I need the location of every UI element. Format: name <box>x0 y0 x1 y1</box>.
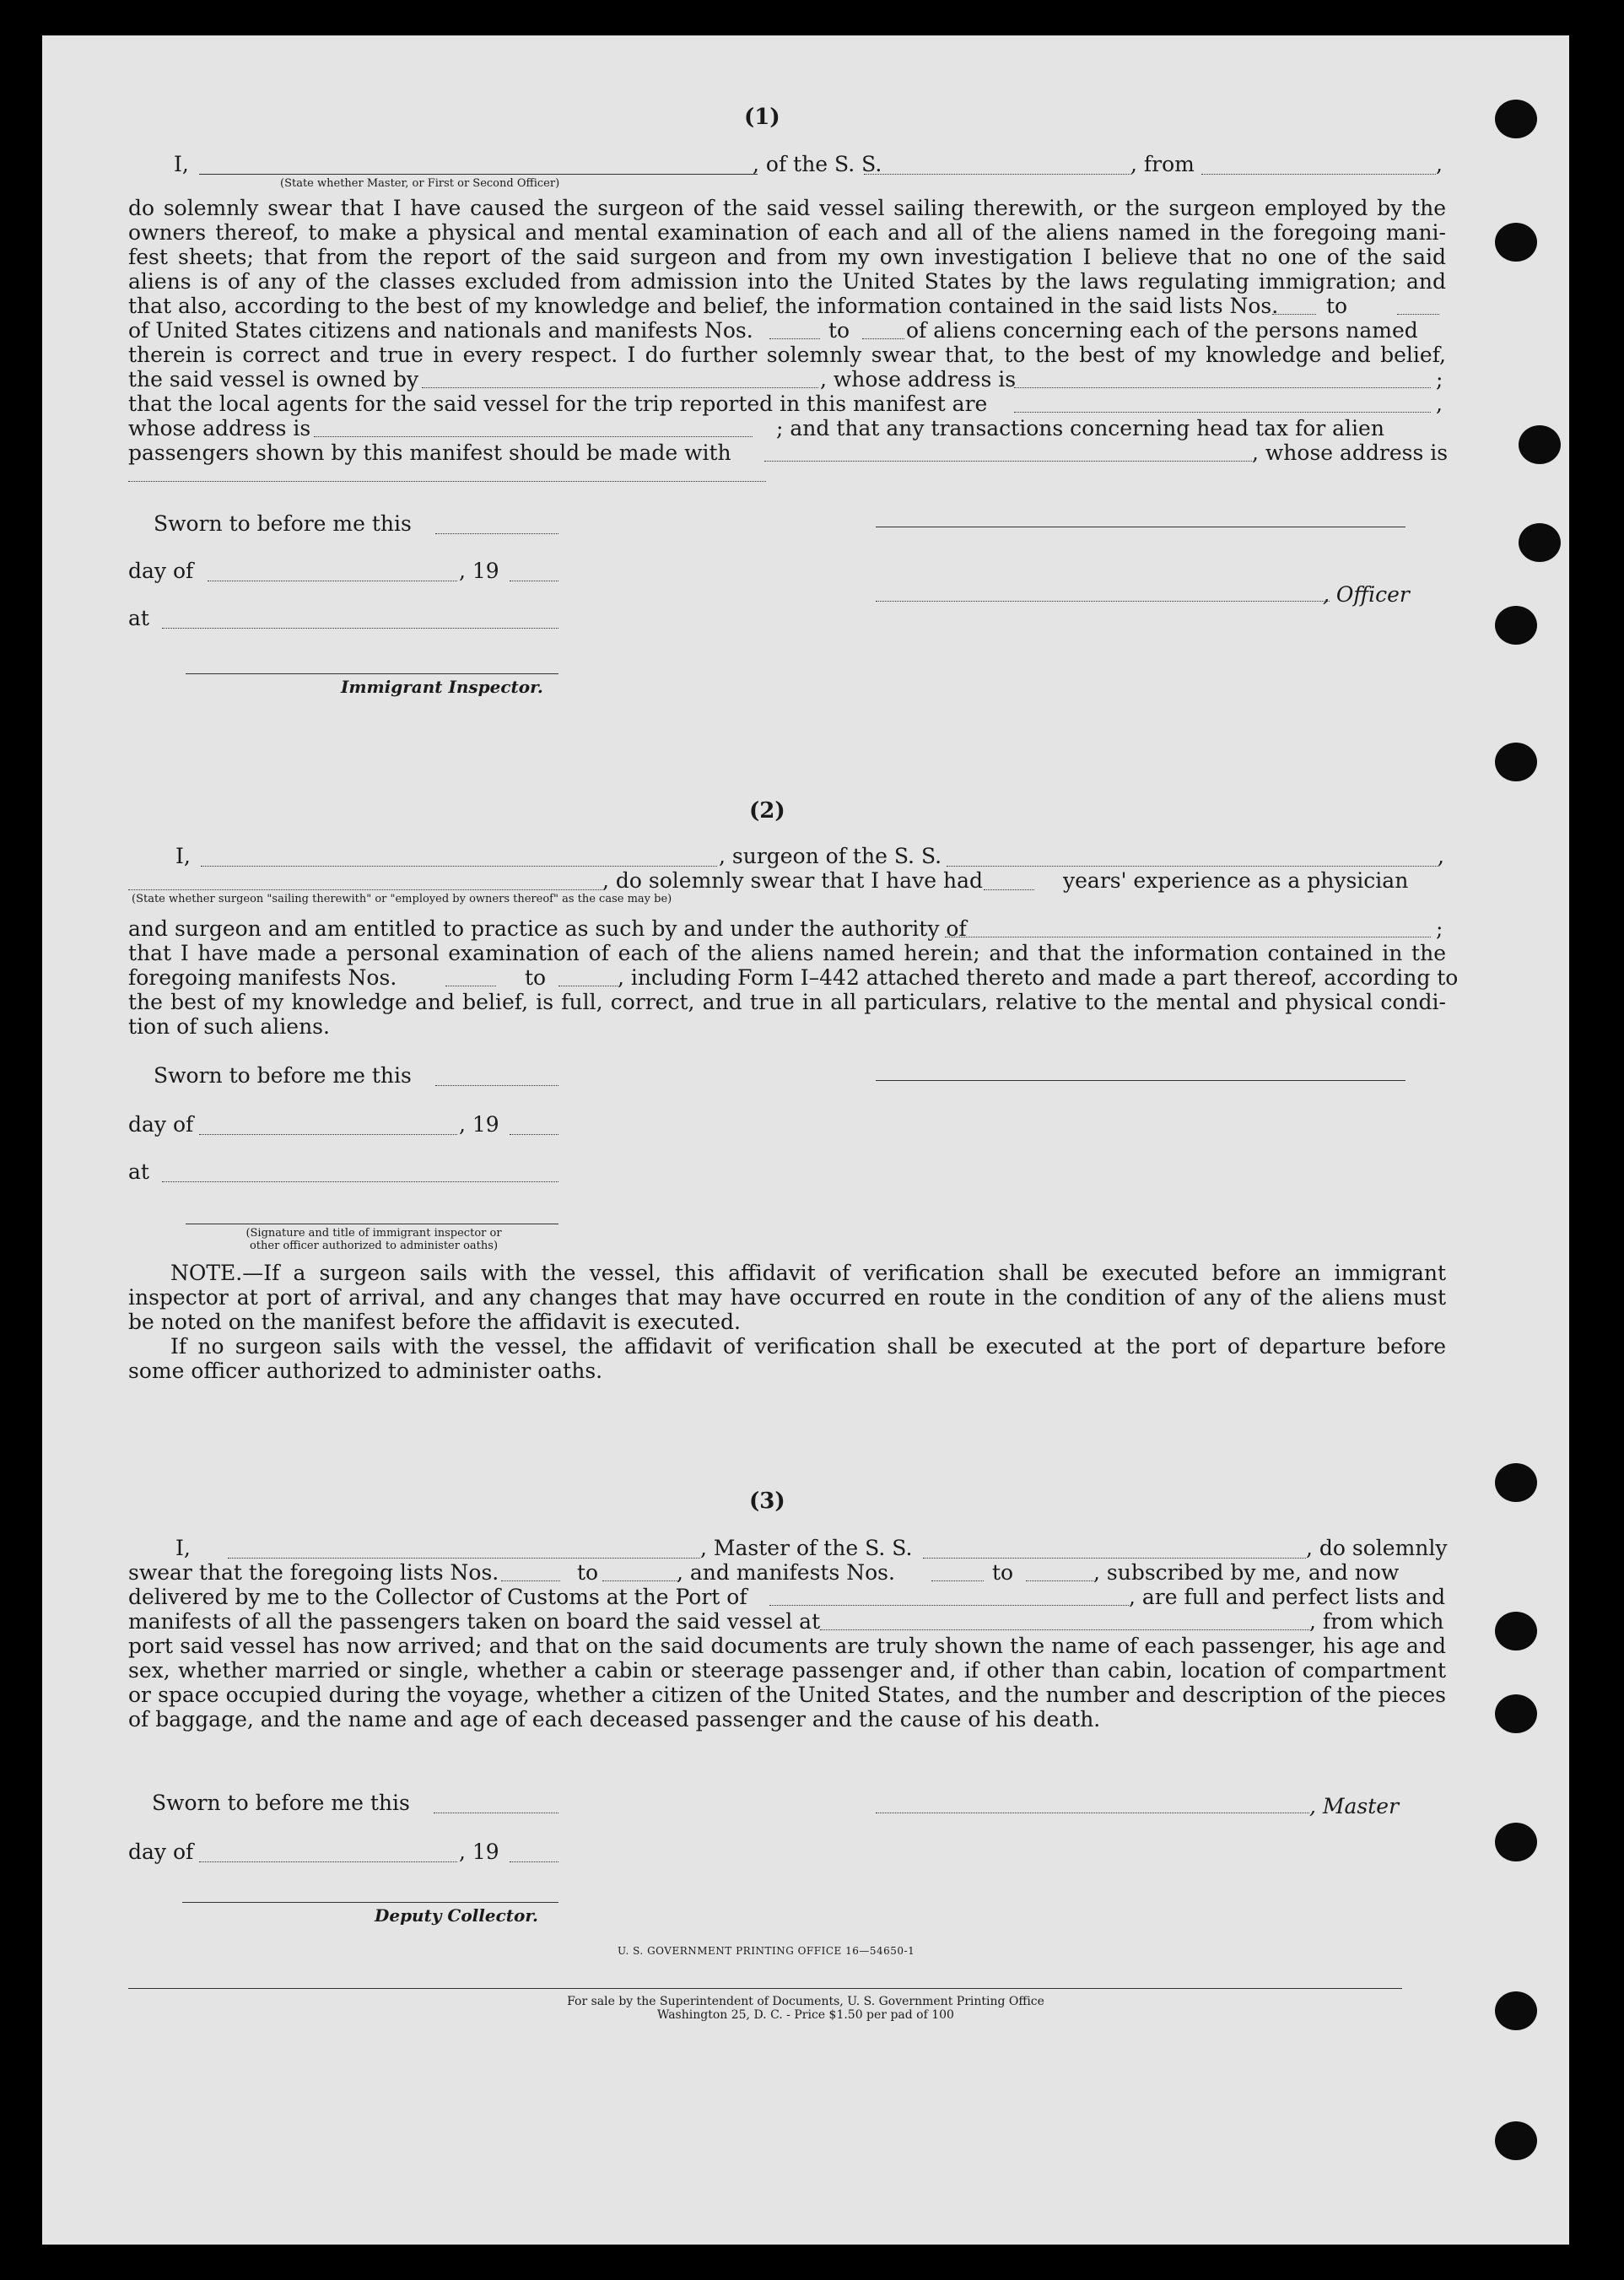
body-line: aliens is of any of the classes excluded from admission into the United States by the laws regulating immigration; and <box>128 269 1446 294</box>
body-line: port said vessel has now arrived; and that on the said documents are truly shown the name of each passenger, his age and <box>128 1634 1446 1658</box>
footer-line: For sale by the Superintendent of Documents, U. S. Government Printing Office <box>567 1995 1044 2008</box>
blank-line <box>128 889 602 890</box>
blank-line <box>864 174 1132 175</box>
text: the said vessel is owned by <box>128 367 419 392</box>
text: to <box>1326 294 1348 318</box>
text: ; <box>1436 916 1443 941</box>
text: Sworn to before me this <box>152 1791 410 1815</box>
signature-line <box>876 1080 1405 1081</box>
blank-line <box>422 387 818 388</box>
note-line: some officer authorized to administer oaths. <box>128 1359 603 1383</box>
blank-line <box>1201 174 1436 175</box>
text: , are full and perfect lists and <box>1129 1585 1446 1609</box>
body-line: do solemnly swear that I have caused the surgeon of the said vessel sailing therewith, or the surgeon employed by the <box>128 196 1446 220</box>
text: , 19 <box>459 1112 499 1137</box>
blank-line <box>435 1085 558 1086</box>
body-line: sex, whether married or single, whether a cabin or steerage passenger and, if other than cabin, location of compartment <box>128 1658 1446 1683</box>
punch-hole <box>1495 743 1537 781</box>
text: to <box>828 318 850 343</box>
blank-line <box>1014 387 1431 388</box>
text: day of <box>128 559 194 583</box>
text: at <box>128 606 149 630</box>
text: , from <box>1130 152 1195 176</box>
body-line: therein is correct and true in every respect. I do further solemnly swear that, to the best of my knowledge and belief, <box>128 343 1446 367</box>
text: passengers shown by this manifest should be made with <box>128 440 731 465</box>
text: foregoing manifests Nos. <box>128 965 397 990</box>
text: , <box>1436 392 1443 416</box>
text: to <box>525 965 547 990</box>
footer-rule <box>128 1988 1402 1989</box>
text: , subscribed by me, and now <box>1093 1560 1400 1585</box>
text: , from which <box>1309 1609 1444 1634</box>
text: , do solemnly swear that I have had <box>602 868 984 893</box>
body-line: the best of my knowledge and belief, is full, correct, and true in all particulars, relative to the mental and physical condi- <box>128 990 1446 1014</box>
blank-line <box>435 533 558 534</box>
text: , do solemnly <box>1306 1536 1448 1560</box>
blank-line <box>769 338 820 339</box>
blank-line <box>201 866 717 867</box>
text: , Master of the S. S. <box>700 1536 913 1560</box>
text: , including Form I–442 attached thereto and made a part thereof, according to <box>618 965 1459 990</box>
section-number: (3) <box>749 1488 785 1514</box>
print-office-code: U. S. GOVERNMENT PRINTING OFFICE 16—54650-1 <box>618 1945 915 1957</box>
text: manifests of all the passengers taken on board the said vessel at <box>128 1609 821 1634</box>
text: swear that the foregoing lists Nos. <box>128 1560 499 1585</box>
blank-line <box>820 1629 1309 1630</box>
text: , 19 <box>459 559 499 583</box>
signature-line <box>186 673 558 674</box>
blank-line <box>199 1861 457 1862</box>
blank-line <box>199 174 758 175</box>
body-line: or space occupied during the voyage, whether a citizen of the United States, and the number and description of the pieces <box>128 1683 1446 1707</box>
blank-line <box>1397 314 1439 315</box>
punch-hole <box>1495 2121 1537 2160</box>
note-line: NOTE.—If a surgeon sails with the vessel, this affidavit of verification shall be executed before an immigrant <box>170 1261 1446 1285</box>
text: whose address is <box>128 416 311 440</box>
section-number: (1) <box>744 105 780 130</box>
blank-line <box>199 1134 457 1135</box>
text: day of <box>128 1112 194 1137</box>
form-sheet <box>42 35 1569 2245</box>
note-line: be noted on the manifest before the affidavit is executed. <box>128 1310 741 1334</box>
signature-caption: other officer authorized to administer oaths) <box>249 1240 499 1252</box>
text: ; <box>1436 367 1443 392</box>
blank-line <box>501 1580 560 1581</box>
blank-line <box>984 889 1034 890</box>
text: , whose address is <box>820 367 1017 392</box>
punch-hole <box>1495 1823 1537 1861</box>
blank-line <box>1272 314 1316 315</box>
field-hint: (State whether Master, or First or Second Officer) <box>280 177 560 190</box>
blank-line <box>602 1580 678 1581</box>
officer-label: , Officer <box>1323 582 1410 607</box>
punch-hole <box>1495 223 1537 262</box>
text: years' experience as a physician <box>1063 868 1409 893</box>
text: to <box>577 1560 599 1585</box>
punch-hole <box>1495 1463 1537 1502</box>
note-line: If no surgeon sails with the vessel, the affidavit of verification shall be executed at the port of departure before <box>170 1334 1446 1359</box>
blank-line <box>1026 1580 1093 1581</box>
punch-hole <box>1519 523 1561 562</box>
blank-line <box>947 866 1439 867</box>
master-label: , Master <box>1309 1794 1400 1818</box>
punch-hole <box>1519 425 1561 464</box>
text: , <box>1436 152 1443 176</box>
text: , whose address is <box>1252 440 1449 465</box>
signature-caption: (Signature and title of immigrant inspector or <box>245 1227 502 1240</box>
blank-line <box>228 1558 700 1559</box>
blank-line <box>769 1605 1129 1606</box>
field-hint: (State whether surgeon "sailing therewith" or "employed by owners thereof" as the case may be) <box>132 893 672 905</box>
blank-line <box>862 338 904 339</box>
footer-line: Washington 25, D. C. - Price $1.50 per pad of 100 <box>657 2008 954 2022</box>
text: , surgeon of the S. S. <box>719 844 942 868</box>
blank-line <box>162 1181 558 1182</box>
text: , and manifests Nos. <box>677 1560 895 1585</box>
text: Sworn to before me this <box>154 511 412 536</box>
punch-hole <box>1495 1694 1537 1733</box>
blank-line <box>1014 412 1431 413</box>
text: of aliens concerning each of the persons named <box>906 318 1418 343</box>
text: to <box>992 1560 1014 1585</box>
text: I, <box>174 152 189 176</box>
blank-line <box>931 1580 984 1581</box>
text: that also, according to the best of my knowledge and belief, the information contained in the said lists Nos. <box>128 294 1279 318</box>
body-line: that I have made a personal examination of each of the aliens named herein; and that the information contained in the <box>128 941 1446 965</box>
note-line: inspector at port of arrival, and any changes that may have occurred en route in the condition of any of the aliens must <box>128 1285 1446 1310</box>
body-line: of baggage, and the name and age of each deceased passenger and the cause of his death. <box>128 1707 1101 1732</box>
blank-line <box>314 436 753 437</box>
text: , of the S. S. <box>753 152 882 176</box>
inspector-caption: Immigrant Inspector. <box>341 677 543 697</box>
body-line: fest sheets; that from the report of the said surgeon and from my own investigation I believe that no one of the said <box>128 245 1446 269</box>
blank-line <box>510 1134 558 1135</box>
signature-line <box>876 601 1330 602</box>
text: ; and that any transactions concerning head tax for alien <box>776 416 1384 440</box>
blank-line <box>162 628 558 629</box>
punch-hole <box>1495 606 1537 645</box>
text: , 19 <box>459 1840 499 1864</box>
section-number: (2) <box>749 798 785 824</box>
text: day of <box>128 1840 194 1864</box>
punch-hole <box>1495 1612 1537 1651</box>
blank-line <box>764 461 1252 462</box>
text: of United States citizens and nationals and manifests Nos. <box>128 318 753 343</box>
text: and surgeon and am entitled to practice as such by and under the authority of <box>128 916 967 941</box>
text: delivered by me to the Collector of Customs at the Port of <box>128 1585 747 1609</box>
text: at <box>128 1159 149 1184</box>
blank-line <box>510 1861 558 1862</box>
body-line: tion of such aliens. <box>128 1014 330 1039</box>
text: , <box>1438 844 1444 868</box>
punch-hole <box>1495 1991 1537 2030</box>
text: Sworn to before me this <box>154 1063 412 1088</box>
body-line: owners thereof, to make a physical and mental examination of each and all of the aliens named in the foregoing mani- <box>128 220 1446 245</box>
collector-caption: Deputy Collector. <box>375 1905 539 1926</box>
signature-line <box>182 1902 558 1903</box>
text: I, <box>175 844 191 868</box>
blank-line <box>923 1558 1306 1559</box>
blank-line <box>128 481 766 482</box>
punch-hole <box>1495 100 1537 138</box>
text: that the local agents for the said vessel for the trip reported in this manifest are <box>128 392 988 416</box>
text: I, <box>175 1536 191 1560</box>
